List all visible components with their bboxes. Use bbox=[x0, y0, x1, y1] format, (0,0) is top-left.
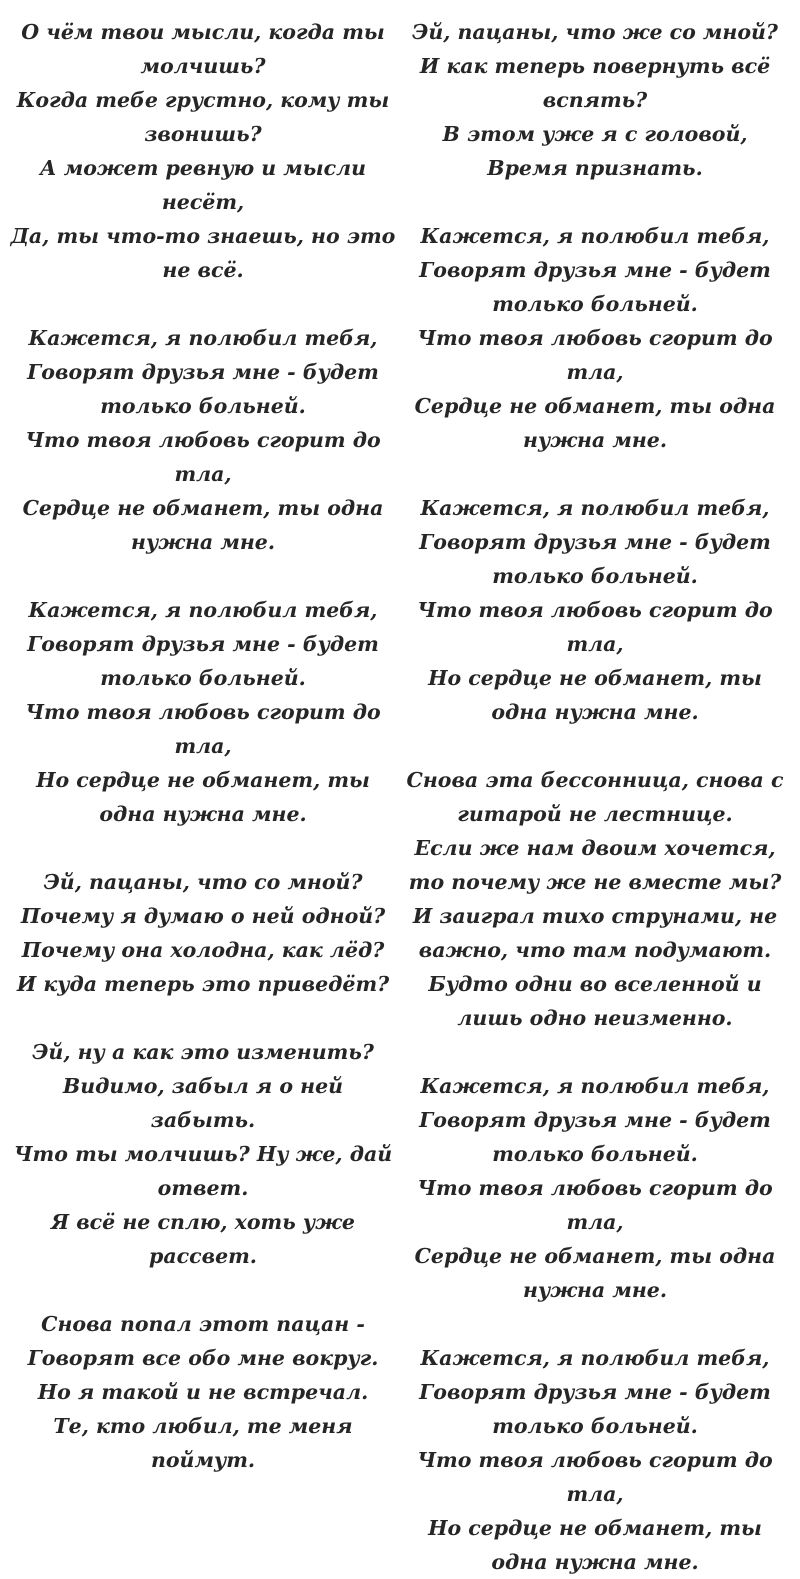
lyric-line: Если же нам двоим хочется, то почему же не вместе мы? bbox=[408, 836, 782, 894]
stanza bbox=[400, 1341, 790, 1579]
stanza bbox=[8, 1035, 398, 1273]
lyric-line: О чём твои мысли, когда ты молчишь? bbox=[21, 20, 385, 78]
lyric-line: Когда тебе грустно, кому ты звонишь? bbox=[16, 88, 390, 146]
lyrics-column-left bbox=[8, 15, 398, 1477]
lyric-line: И как теперь повернуть всё вспять? bbox=[419, 54, 771, 112]
lyric-line: Что твоя любовь сгорит до тла, bbox=[25, 700, 381, 758]
lyric-line: И заиграл тихо струнами, не важно, что там подумают. bbox=[412, 904, 778, 962]
stanza bbox=[8, 865, 398, 1001]
lyric-line: Но сердце не обманет, ты одна нужна мне. bbox=[36, 768, 370, 826]
stanza bbox=[400, 219, 790, 457]
lyric-line: Эй, пацаны, что со мной? bbox=[43, 870, 363, 894]
lyric-line: Снова эта бессонница, снова с гитарой не лестнице. bbox=[406, 768, 784, 826]
lyric-line: Говорят друзья мне - будет только больней. bbox=[27, 632, 379, 690]
lyric-line: Сердце не обманет, ты одна нужна мне. bbox=[22, 496, 384, 554]
stanza bbox=[400, 763, 790, 1035]
lyric-line: Что твоя любовь сгорит до тла, bbox=[417, 326, 773, 384]
lyric-line: Что твоя любовь сгорит до тла, bbox=[417, 598, 773, 656]
stanza bbox=[400, 1069, 790, 1307]
lyric-line: Я всё не сплю, хоть уже рассвет. bbox=[51, 1210, 355, 1268]
lyric-line: Да, ты что-то знаешь, но это не всё. bbox=[10, 224, 396, 282]
lyric-line: Видимо, забыл я о ней забыть. bbox=[62, 1074, 344, 1132]
lyric-line: А может ревную и мысли несёт, bbox=[39, 156, 367, 214]
stanza bbox=[8, 321, 398, 559]
lyric-line: Говорят все обо мне вокруг. bbox=[27, 1346, 379, 1370]
lyric-line: Что твоя любовь сгорит до тла, bbox=[417, 1176, 773, 1234]
lyric-line: Эй, ну а как это изменить? bbox=[32, 1040, 374, 1064]
lyric-line: Что ты молчишь? Ну же, дай ответ. bbox=[13, 1142, 393, 1200]
lyric-line: Сердце не обманет, ты одна нужна мне. bbox=[414, 1244, 776, 1302]
lyric-line: Что твоя любовь сгорит до тла, bbox=[417, 1448, 773, 1506]
lyric-line: Кажется, я полюбил тебя, bbox=[420, 1346, 770, 1370]
lyric-line: И куда теперь это приведёт? bbox=[16, 972, 390, 996]
lyric-line: Кажется, я полюбил тебя, bbox=[420, 1074, 770, 1098]
lyric-line: Эй, пацаны, что же со мной? bbox=[412, 20, 778, 44]
lyric-line: Но сердце не обманет, ты одна нужна мне. bbox=[428, 666, 762, 724]
lyric-line: Но я такой и не встречал. bbox=[37, 1380, 369, 1404]
stanza bbox=[400, 491, 790, 729]
lyrics-column-right bbox=[400, 15, 790, 1579]
lyric-line: В этом уже я с головой, bbox=[442, 122, 748, 146]
stanza bbox=[400, 15, 790, 185]
lyric-line: Кажется, я полюбил тебя, bbox=[28, 326, 378, 350]
lyric-line: Почему она холодна, как лёд? bbox=[21, 938, 385, 962]
lyric-line: Время признать. bbox=[487, 156, 703, 180]
lyric-line: Но сердце не обманет, ты одна нужна мне. bbox=[428, 1516, 762, 1574]
lyric-line: Снова попал этот пацан - bbox=[41, 1312, 365, 1336]
lyric-line: Кажется, я полюбил тебя, bbox=[420, 496, 770, 520]
lyric-line: Сердце не обманет, ты одна нужна мне. bbox=[414, 394, 776, 452]
lyric-line: Кажется, я полюбил тебя, bbox=[28, 598, 378, 622]
lyric-line: Почему я думаю о ней одной? bbox=[20, 904, 386, 928]
lyric-line: Говорят друзья мне - будет только больней. bbox=[419, 530, 771, 588]
lyric-line: Будто одни во вселенной и лишь одно неизменно. bbox=[428, 972, 762, 1030]
lyric-line: Говорят друзья мне - будет только больней. bbox=[419, 1108, 771, 1166]
stanza bbox=[8, 593, 398, 831]
lyric-line: Говорят друзья мне - будет только больней. bbox=[419, 1380, 771, 1438]
lyric-line: Те, кто любил, те меня поймут. bbox=[53, 1414, 353, 1472]
stanza bbox=[8, 1307, 398, 1477]
lyric-line: Говорят друзья мне - будет только больней. bbox=[27, 360, 379, 418]
lyric-line: Говорят друзья мне - будет только больней. bbox=[419, 258, 771, 316]
lyric-line: Кажется, я полюбил тебя, bbox=[420, 224, 770, 248]
stanza bbox=[8, 15, 398, 287]
lyric-line: Что твоя любовь сгорит до тла, bbox=[25, 428, 381, 486]
